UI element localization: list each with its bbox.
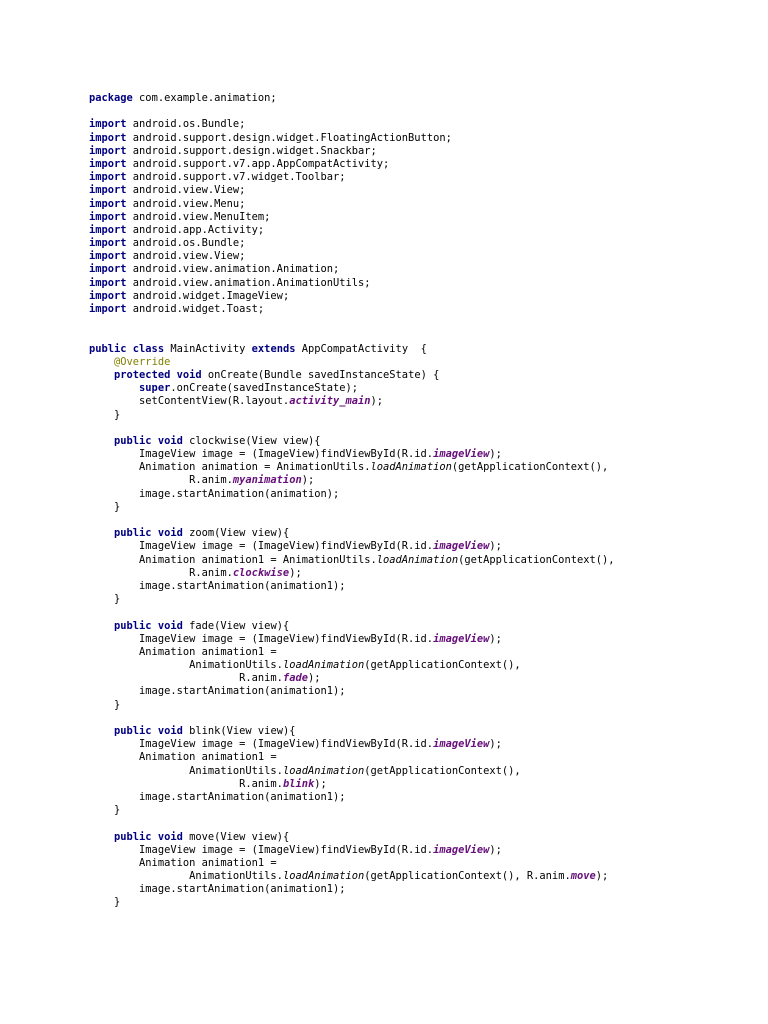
code-text: android.view.animation.Animation; (126, 263, 340, 276)
code-text: ); (314, 777, 327, 790)
code-text: android.view.View; (126, 250, 246, 263)
code-text: image.startAnimation(animation1); (89, 790, 346, 803)
code-field: imageView (433, 738, 490, 751)
code-keyword: import (89, 118, 127, 131)
code-line (89, 329, 749, 342)
code-field: clockwise (232, 566, 290, 579)
code-field: imageView (433, 448, 490, 461)
code-text: android.support.design.widget.Snackbar; (126, 144, 377, 157)
code-line (89, 461, 749, 474)
code-text: ImageView image = (ImageView)findViewById(R.id. (89, 843, 434, 856)
code-line (89, 831, 749, 844)
code-line (89, 382, 749, 395)
code-line (89, 316, 749, 329)
code-text: clockwise(View view){ (182, 434, 321, 447)
code-line (89, 554, 749, 567)
code-keyword: import (89, 223, 127, 236)
code-text: AppCompatActivity { (295, 342, 427, 355)
code-text: fade(View view){ (182, 619, 290, 632)
code-line (89, 435, 749, 448)
code-text: ); (289, 566, 302, 579)
code-text: } (89, 896, 121, 909)
code-text: } (89, 698, 121, 711)
code-line (89, 633, 749, 646)
code-line (89, 224, 749, 237)
code-static-method: loadAnimation (376, 553, 459, 566)
code-line (89, 646, 749, 659)
code-text: (getApplicationContext(), (458, 553, 615, 566)
code-line (89, 778, 749, 791)
code-static-method: loadAnimation (282, 870, 365, 883)
code-text: MainActivity (164, 342, 252, 355)
code-text: ImageView image = (ImageView)findViewById(R.id. (89, 540, 434, 553)
code-text: android.support.design.widget.FloatingActionButton; (126, 131, 452, 144)
code-text: image.startAnimation(animation1); (89, 685, 346, 698)
code-text (89, 527, 114, 539)
code-text: android.view.MenuItem; (126, 210, 271, 223)
code-text: (getApplicationContext(), (451, 461, 609, 474)
code-line (89, 158, 749, 171)
code-field: fade (282, 672, 308, 685)
code-line (89, 540, 749, 553)
code-line (89, 198, 749, 211)
code-line (89, 685, 749, 698)
code-text: R.anim. (89, 777, 283, 790)
code-text: ImageView image = (ImageView)findViewById(R.id. (89, 632, 434, 645)
code-text: } (89, 804, 121, 817)
code-line (89, 132, 749, 145)
code-text: ); (489, 843, 502, 856)
code-line (89, 501, 749, 514)
code-keyword: public void (114, 434, 183, 447)
code-text (89, 356, 114, 368)
code-line (89, 343, 749, 356)
code-text: image.startAnimation(animation1); (89, 579, 346, 592)
code-line (89, 870, 749, 883)
code-text (89, 435, 114, 447)
code-keyword: protected void (114, 368, 202, 381)
code-keyword: extends (251, 342, 296, 355)
code-line (89, 659, 749, 672)
code-text: setContentView(R.layout. (89, 395, 290, 408)
code-line (89, 791, 749, 804)
code-line (89, 844, 749, 857)
code-text: AnimationUtils. (89, 659, 283, 672)
code-line (89, 145, 749, 158)
code-line (89, 211, 749, 224)
code-line (89, 448, 749, 461)
code-text (89, 831, 114, 843)
code-text: } (89, 408, 121, 421)
code-line (89, 474, 749, 487)
code-field: imageView (433, 843, 490, 856)
code-line (89, 409, 749, 422)
code-line (89, 567, 749, 580)
code-keyword: import (89, 303, 127, 315)
code-text: com.example.animation; (132, 92, 277, 104)
code-field: imageView (433, 540, 490, 553)
code-text: } (89, 593, 121, 606)
code-keyword: import (89, 197, 127, 210)
code-text: android.view.animation.AnimationUtils; (126, 276, 371, 289)
code-text: R.anim. (89, 672, 283, 685)
code-keyword: public void (114, 830, 183, 843)
code-keyword: import (89, 157, 127, 170)
code-text: R.anim. (89, 566, 233, 579)
code-field: move (570, 870, 596, 883)
code-line (89, 593, 749, 606)
code-text: ); (595, 870, 609, 883)
code-line (89, 672, 749, 685)
code-keyword: import (89, 276, 127, 289)
code-text: ImageView image = (ImageView)findViewById(R.id. (89, 448, 434, 461)
code-line (89, 303, 749, 316)
code-keyword: import (89, 263, 127, 276)
code-line (89, 290, 749, 303)
code-text: Animation animation1 = (89, 645, 277, 658)
code-line (89, 896, 749, 909)
code-text: android.widget.Toast; (126, 303, 265, 315)
code-text: move(View view){ (182, 830, 290, 843)
code-text: ); (489, 738, 502, 751)
code-field: imageView (433, 632, 490, 645)
code-text: } (89, 500, 121, 513)
code-text: android.support.v7.app.AppCompatActivity; (126, 157, 390, 170)
code-text: .onCreate(savedInstanceState); (170, 382, 358, 395)
code-text: android.view.Menu; (126, 197, 246, 210)
code-line (89, 263, 749, 276)
code-text: Animation animation1 = (89, 751, 277, 764)
code-text: android.os.Bundle; (126, 118, 246, 131)
code-line (89, 699, 749, 712)
code-text: Animation animation1 = (89, 856, 277, 869)
code-line (89, 250, 749, 263)
code-line (89, 817, 749, 830)
code-line (89, 620, 749, 633)
code-static-method: loadAnimation (282, 659, 365, 672)
code-keyword: public void (114, 619, 183, 632)
code-keyword: super (139, 382, 171, 395)
code-keyword: import (89, 144, 127, 157)
code-line (89, 422, 749, 435)
code-text: ); (489, 632, 502, 645)
code-line (89, 738, 749, 751)
code-line (89, 883, 749, 896)
code-keyword: import (89, 131, 127, 144)
code-text: R.anim. (89, 474, 233, 487)
code-text: Animation animation = AnimationUtils. (89, 461, 371, 474)
code-line (89, 369, 749, 382)
code-line (89, 751, 749, 764)
code-line (89, 580, 749, 593)
code-keyword: public void (114, 527, 183, 540)
code-text: ); (489, 540, 502, 553)
code-text: ); (370, 395, 384, 408)
code-line (89, 277, 749, 290)
code-text: blink(View view){ (182, 725, 296, 737)
code-text: ); (307, 672, 321, 685)
code-text (89, 369, 114, 381)
code-text: (getApplicationContext(), R.anim. (364, 870, 571, 883)
code-keyword: import (89, 184, 127, 197)
code-text: image.startAnimation(animation); (89, 487, 340, 500)
code-text: ); (301, 474, 315, 487)
code-text: android.os.Bundle; (126, 237, 246, 250)
code-line (89, 606, 749, 619)
code-text: AnimationUtils. (89, 764, 283, 777)
code-line (89, 857, 749, 870)
code-keyword: package (89, 92, 133, 104)
code-line (89, 712, 749, 725)
code-field: blink (282, 777, 315, 790)
code-text (89, 725, 114, 737)
code-field: activity_main (289, 395, 371, 408)
code-text: android.support.v7.widget.Toolbar; (126, 171, 346, 184)
code-text: ); (489, 448, 502, 461)
code-text: android.app.Activity; (126, 223, 265, 236)
code-text: zoom(View view){ (182, 527, 290, 540)
code-line (89, 184, 749, 197)
code-line (89, 514, 749, 527)
code-line (89, 118, 749, 131)
code-line (89, 488, 749, 501)
code-annotation: @Override (114, 355, 171, 368)
code-text: AnimationUtils. (89, 870, 283, 883)
code-line (89, 395, 749, 408)
code-line (89, 105, 749, 118)
code-line (89, 725, 749, 738)
code-text (89, 620, 114, 632)
code-line (89, 765, 749, 778)
code-static-method: loadAnimation (282, 764, 365, 777)
code-keyword: import (89, 289, 127, 302)
code-text: android.view.View; (126, 184, 246, 197)
code-keyword: import (89, 171, 127, 184)
code-line (89, 92, 749, 105)
code-line (89, 171, 749, 184)
code-line (89, 527, 749, 540)
code-static-method: loadAnimation (370, 461, 452, 474)
code-text: android.widget.ImageView; (126, 289, 290, 302)
code-text: image.startAnimation(animation1); (89, 883, 346, 896)
code-text: (getApplicationContext(), (364, 659, 521, 672)
code-keyword: import (89, 250, 127, 263)
code-text: ImageView image = (ImageView)findViewById(R.id. (89, 738, 434, 751)
code-text: Animation animation1 = AnimationUtils. (89, 553, 377, 566)
code-line (89, 356, 749, 369)
code-text: (getApplicationContext(), (364, 764, 521, 777)
code-text (89, 382, 139, 394)
code-line (89, 804, 749, 817)
code-keyword: import (89, 210, 127, 223)
code-listing (89, 92, 749, 910)
code-keyword: public class (89, 342, 165, 355)
code-line (89, 237, 749, 250)
code-field: myanimation (232, 474, 302, 487)
code-text: onCreate(Bundle savedInstanceState) { (201, 368, 440, 381)
code-keyword: import (89, 237, 127, 250)
code-keyword: public void (114, 725, 183, 737)
